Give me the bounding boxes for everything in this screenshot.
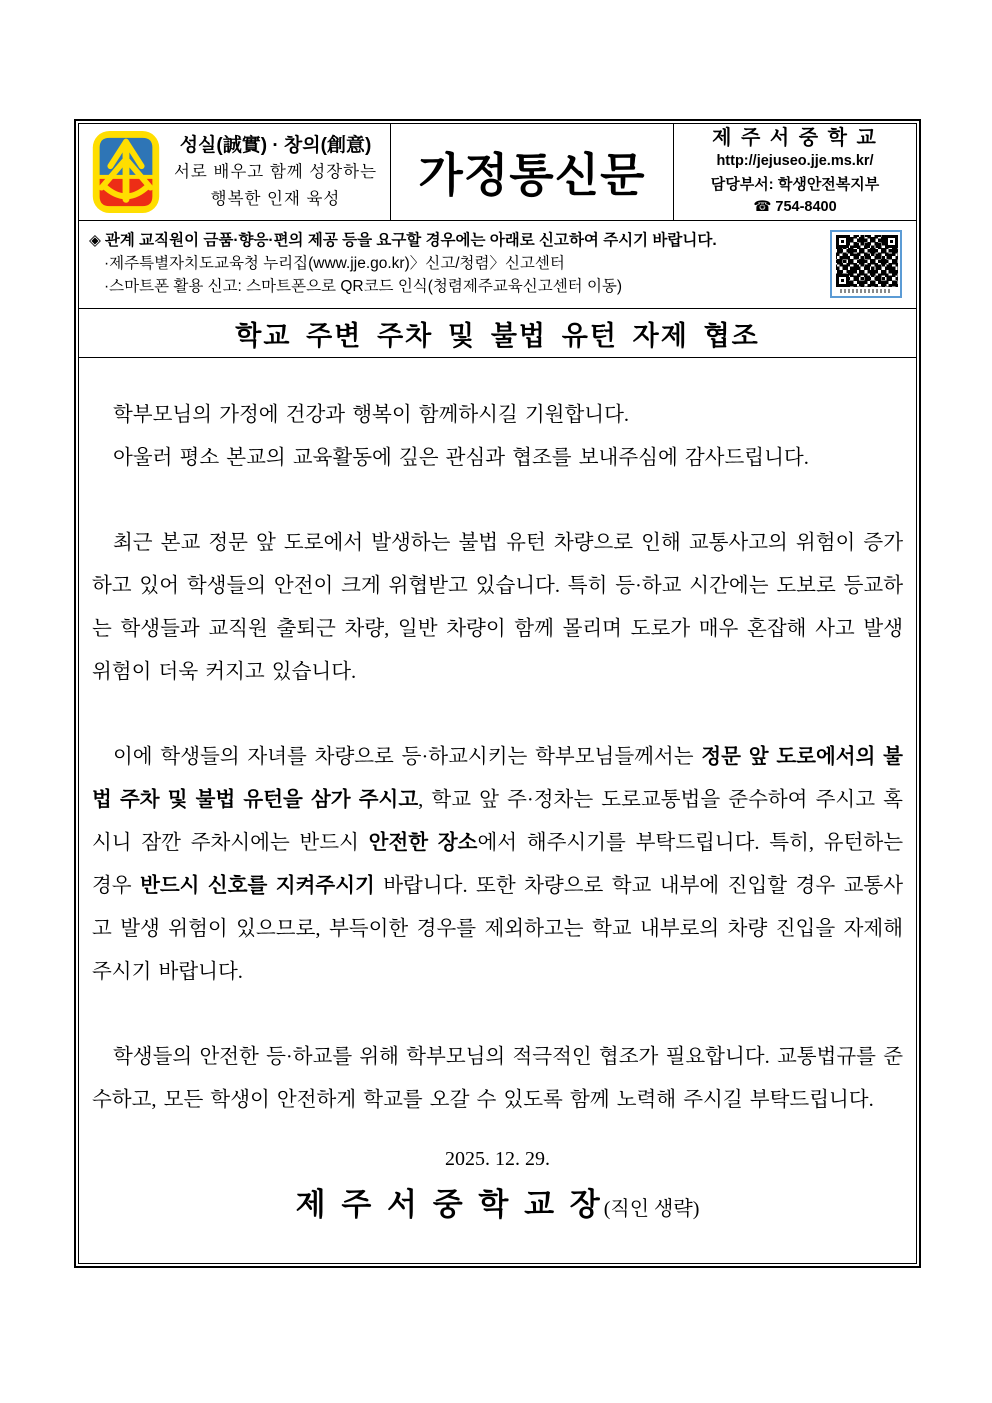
report-qr-code [830, 230, 902, 298]
title-band [79, 309, 916, 358]
body-paragraph-4: 학생들의 안전한 등·하교를 위해 학부모님의 적극적인 협조가 필요합니다. 교통법규를 준수하고, 모든 학생이 안전하게 학교를 오갈 수 있도록 함께 노력해 주시길 부탁드립니다. [92, 1046, 903, 1111]
principal-signature: 제 주 서 중 학 교 장 [295, 1187, 604, 1222]
header [79, 124, 916, 221]
body-paragraph-2: 최근 본교 정문 앞 도로에서 발생하는 불법 유턴 차량으로 인해 교통사고의 위험이 증가하고 있어 학생들의 안전이 크게 위협받고 있습니다. 특히 등·하교 시간에는 도보로 등교하는 학생들과 교직원 출퇴근 차량, 일반 차량이 함께 몰리며 도로가 매우 혼잡해 사고 발생 위험이 더욱 커지고 있습니다. [92, 532, 903, 683]
school-website-url: http://jejuseo.jje.ms.kr/ [716, 153, 874, 169]
para3-seg5: 에서 해주시기를 부탁드립니다. 특히, 유턴하는 경우 [92, 832, 903, 897]
document-type-title: 가정통신문 [418, 149, 646, 201]
school-logo-icon [91, 130, 161, 214]
qr-finder-bottom-left [836, 274, 849, 287]
body-paragraph-3 [92, 736, 903, 994]
motto-line2: 서로 배우고 함께 성장하는 [173, 162, 378, 181]
motto-line1: 성실(誠實) · 창의(創意) [179, 134, 372, 156]
para3-bold-no-illegal-uturn: 정문 앞 도로에서의 불법 주차 및 불법 유턴을 삼가 주시고 [92, 746, 903, 811]
letter-date: 2025. 12. 29. [445, 1148, 550, 1170]
letter-body [79, 358, 916, 1263]
greeting-line-1: 학부모님의 가정에 건강과 행복이 함께하시길 기원합니다. [113, 404, 630, 426]
header-left-cell [79, 124, 391, 220]
para3-seg1: 이에 학생들의 자녀를 차량으로 등·하교시키는 학부모님들께서는 [113, 746, 702, 768]
qr-code-icon [836, 235, 898, 287]
diamond-icon: ◈ [89, 232, 101, 249]
report-notice-line3: ·스마트폰 활용 신고: 스마트폰으로 QR코드 인식(청렴제주교육신고센터 이동) [104, 278, 623, 295]
para3-seg7: 바랍니다. 또한 차량으로 학교 내부에 진입할 경우 교통사고 발생 위험이 있으므로, 부득이한 경우를 제외하고는 학교 내부로의 차량 진입을 자제해 주시기 바랍니다. [92, 875, 903, 983]
seal-omitted-note: (직인 생략) [603, 1198, 700, 1220]
greeting-line-2: 아울러 평소 본교의 교육활동에 깊은 관심과 협조를 보내주심에 감사드립니다. [113, 447, 809, 469]
school-phone: ☎ 754-8400 [753, 199, 837, 215]
school-name: 제 주 서 중 학 교 [712, 127, 878, 149]
para3-bold-safe-place: 안전한 장소 [368, 832, 478, 854]
header-center-cell [391, 124, 674, 220]
report-notice-line1 [89, 229, 812, 252]
header-right-cell [674, 124, 916, 220]
document-inner-frame [78, 123, 917, 1264]
school-motto [161, 132, 390, 213]
document-frame [74, 119, 921, 1268]
report-notice-line2: ·제주특별자치도교육청 누리집(www.jje.go.kr)〉신고/청렴〉신고센터 [104, 255, 565, 272]
school-department: 담당부서: 학생안전복지부 [710, 176, 880, 193]
para3-seg3: , 학교 앞 주·정차는 도로교통법을 준수하여 주시고 혹시니 잠깐 주차시에는 반드시 [92, 789, 903, 854]
signature-line [92, 1182, 903, 1232]
qr-caption [840, 289, 891, 293]
report-notice-band [79, 221, 916, 309]
para3-bold-obey-signal: 반드시 신호를 지켜주시기 [140, 875, 375, 897]
page-title: 학교 주변 주차 및 불법 유턴 자제 협조 [235, 320, 760, 351]
qr-finder-top-left [836, 235, 849, 248]
motto-line3: 행복한 인재 육성 [210, 189, 341, 208]
report-notice-line1-text: 관계 교직원이 금품·향응·편의 제공 등을 요구할 경우에는 아래로 신고하여 주시기 바랍니다. [104, 232, 717, 249]
qr-finder-top-right [885, 235, 898, 248]
